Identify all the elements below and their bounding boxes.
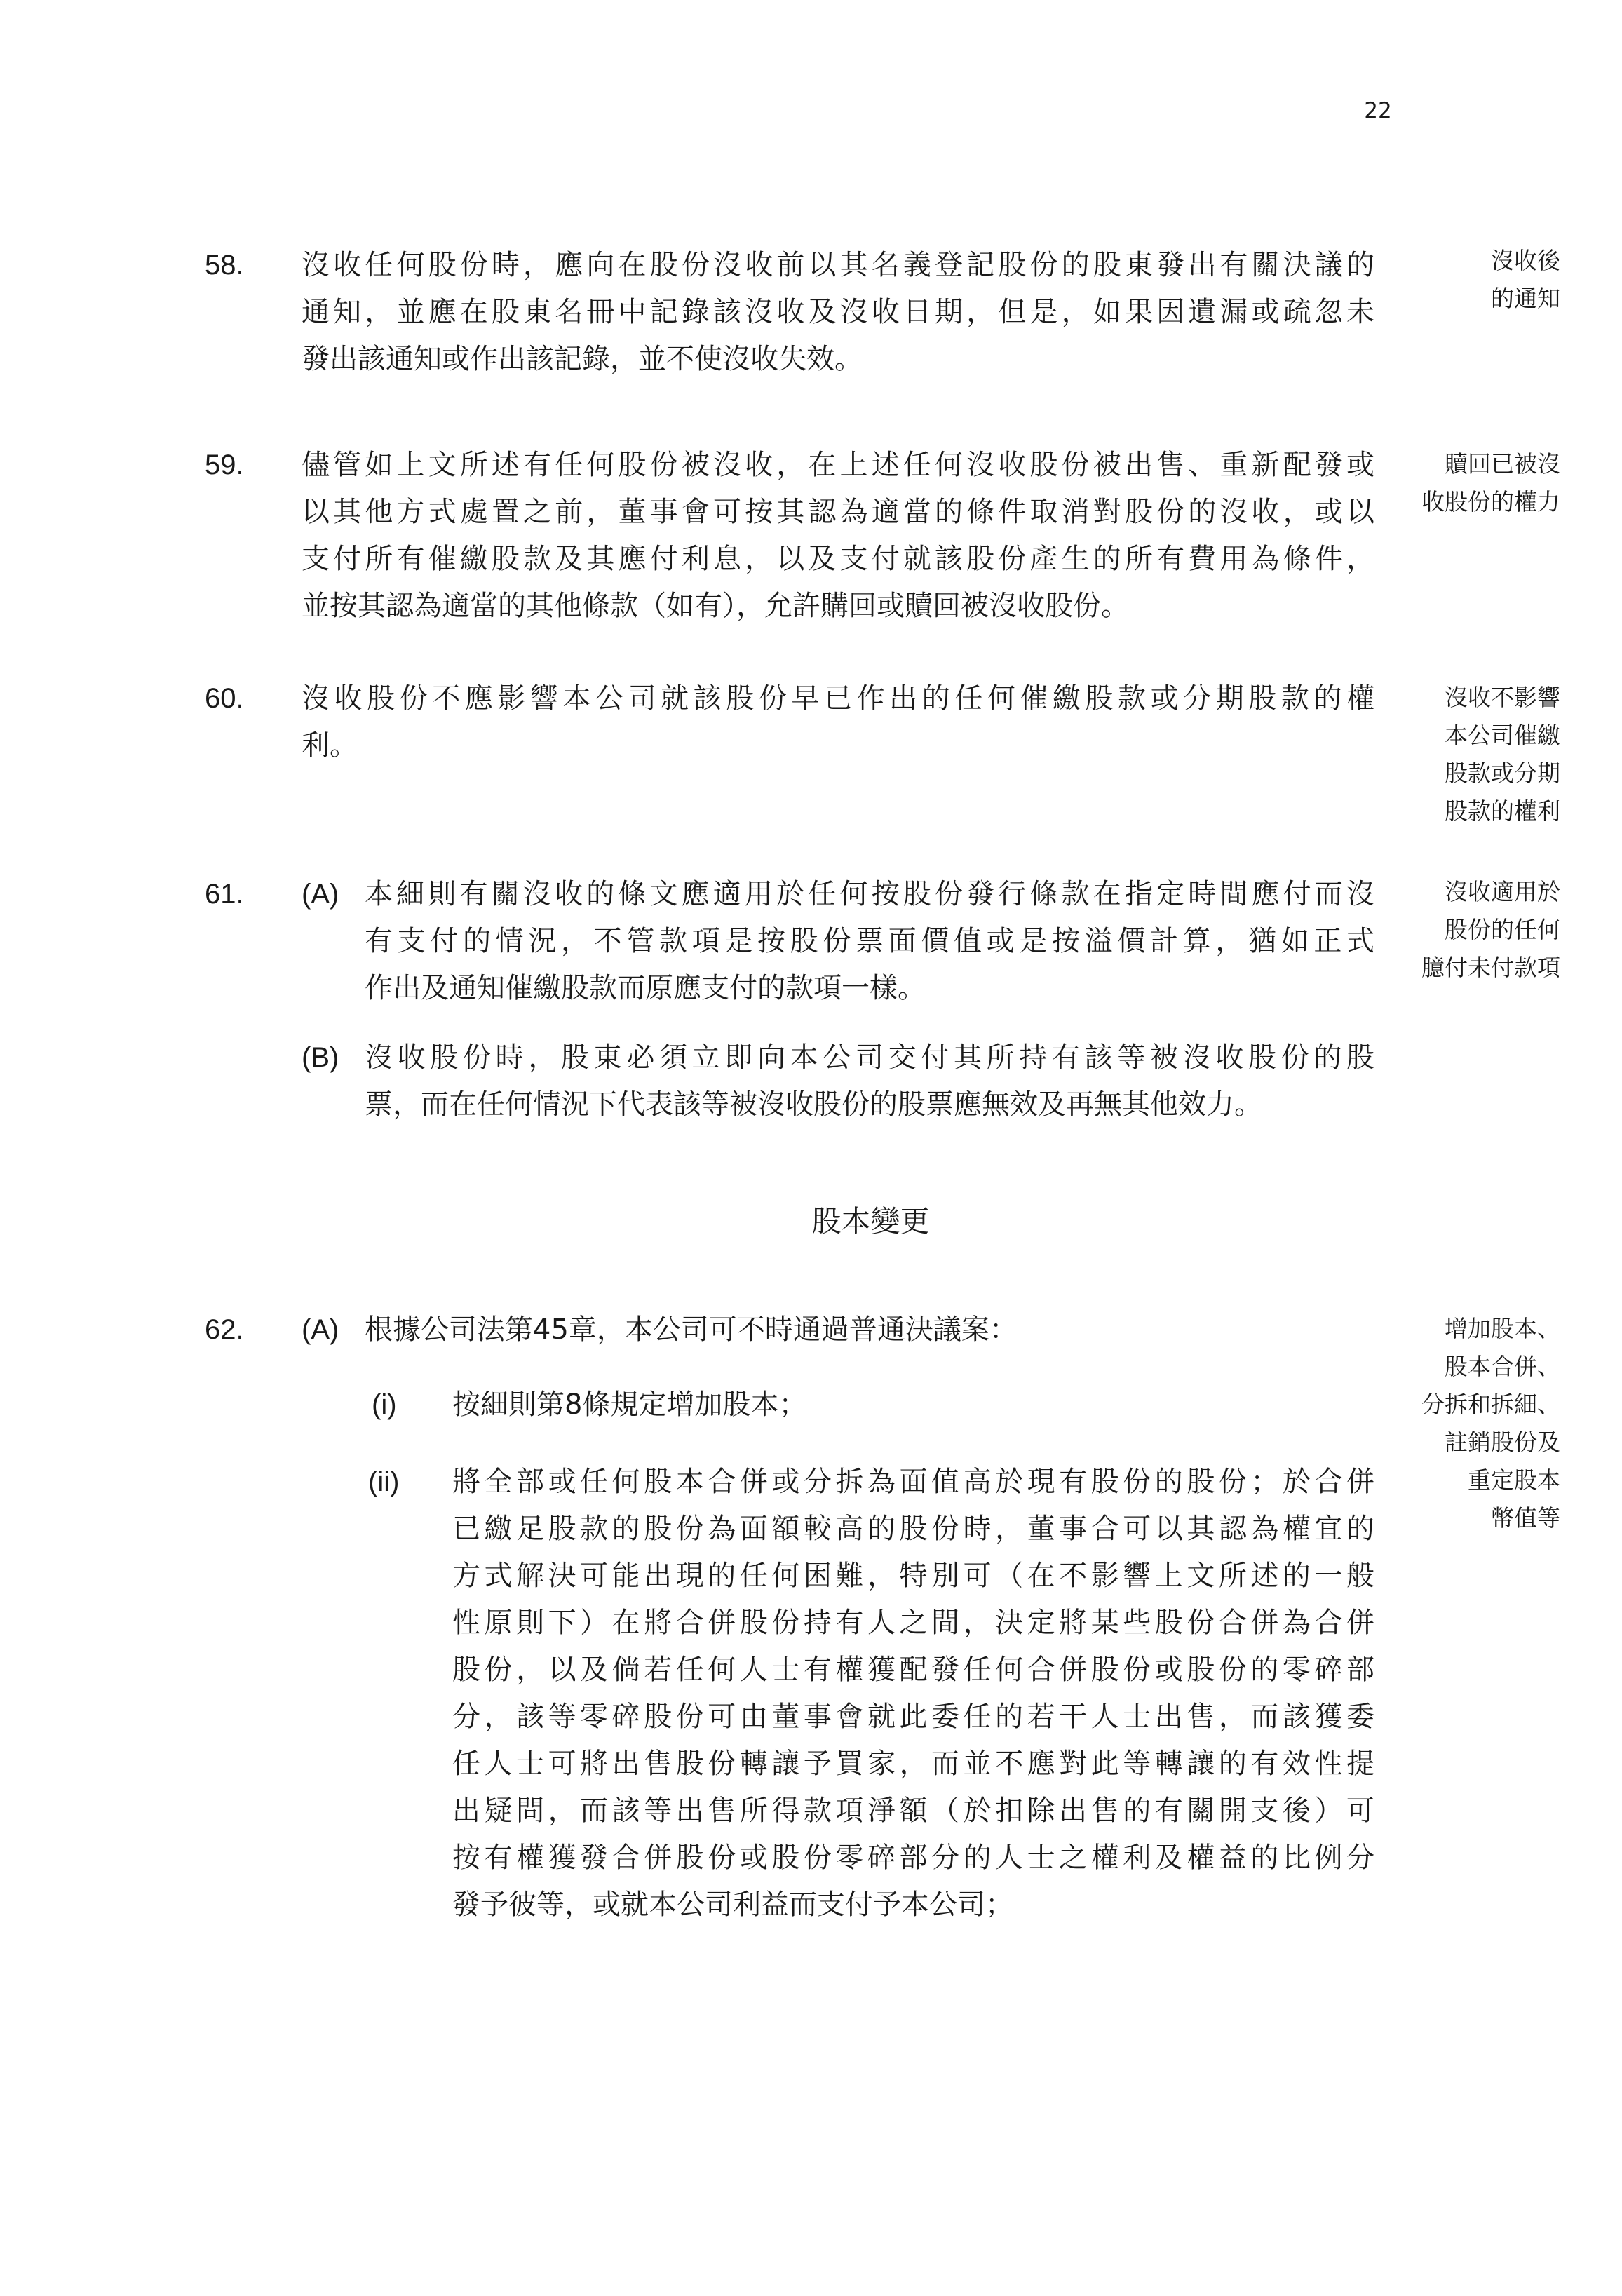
article-62-ii-line: 按有權獲發合併股份或股份零碎部分的人士之權利及權益的比例分	[452, 1842, 1374, 1874]
margin-note-line: 股份的任何	[1445, 916, 1560, 943]
section-heading: 股本變更	[811, 1204, 930, 1238]
article-62-ii-line: 出疑問，而該等出售所得款項淨額（於扣除出售的有關開支後）可	[452, 1795, 1374, 1827]
margin-note-line: 本公司催繳	[1445, 722, 1560, 749]
article-59-line: 支付所有催繳股款及其應付利息，以及支付就該股份產生的所有費用為條件，	[302, 543, 1374, 575]
margin-note-line: 分拆和拆細、	[1421, 1391, 1560, 1418]
margin-note-line: 贖回已被沒	[1445, 450, 1560, 478]
margin-note-line: 股款的權利	[1445, 797, 1560, 825]
margin-note-line: 沒收後	[1491, 247, 1560, 274]
article-61-a-body	[365, 871, 1374, 1012]
article-59-margin-note	[1385, 445, 1560, 521]
margin-note-line: 臆付未付款項	[1421, 954, 1560, 981]
margin-note-line: 幣值等	[1491, 1504, 1560, 1532]
article-58-body	[302, 242, 1374, 383]
margin-note-line: 股款或分期	[1445, 759, 1560, 787]
page-number: 22	[1364, 98, 1392, 123]
article-62-ii-body	[452, 1459, 1374, 1929]
article-59-line: 以其他方式處置之前，董事會可按其認為適當的條件取消對股份的沒收，或以	[302, 496, 1374, 528]
article-62-ii-line: 性原則下）在將合併股份持有人之間，決定將某些股份合併為合併	[452, 1607, 1374, 1639]
article-59-number: 59.	[205, 450, 244, 480]
article-60-number: 60.	[205, 683, 244, 714]
article-61-b-line: 沒收股份時，股東必須立即向本公司交付其所持有該等被沒收股份的股	[365, 1041, 1374, 1074]
article-60-line: 沒收股份不應影響本公司就該股份早已作出的任何催繳股款或分期股款的權	[302, 682, 1374, 715]
article-62-a-text: 根據公司法第45章，本公司可不時通過普通決議案：	[365, 1314, 1018, 1346]
article-62-ii-line: 股份，以及倘若任何人士有權獲配發任何合併股份或股份的零碎部	[452, 1654, 1374, 1686]
article-58-line: 沒收任何股份時，應向在股份沒收前以其名義登記股份的股東發出有關決議的	[302, 249, 1374, 281]
article-61-a-line: 有支付的情況，不管款項是按股份票面價值或是按溢價計算，猶如正式	[365, 925, 1374, 957]
article-58-line: 發出該通知或作出該記錄，並不使沒收失效。	[302, 343, 863, 375]
article-58-number: 58.	[205, 250, 244, 281]
article-62-ii-line: 分，該等零碎股份可由董事會就此委任的若干人士出售，而該獲委	[452, 1701, 1374, 1733]
article-62-ii-line: 方式解決可能出現的任何困難，特別可（在不影響上文所述的一般	[452, 1560, 1374, 1592]
article-61-b-body	[365, 1034, 1374, 1128]
article-59-line: 儘管如上文所述有任何股份被沒收，在上述任何沒收股份被出售、重新配發或	[302, 449, 1374, 481]
margin-note-line: 股本合併、	[1445, 1353, 1560, 1380]
article-62-i-label: (i)	[372, 1389, 397, 1420]
article-58-margin-note	[1385, 242, 1560, 318]
margin-note-line: 註銷股份及	[1445, 1429, 1560, 1456]
article-61-b-label: (B)	[302, 1042, 339, 1073]
article-61-number: 61.	[205, 879, 244, 910]
article-60-margin-note	[1385, 679, 1560, 830]
article-62-a-label: (A)	[302, 1314, 339, 1345]
margin-note-line: 沒收不影響	[1445, 684, 1560, 711]
article-61-margin-note	[1385, 873, 1560, 987]
article-62-ii-line: 任人士可將出售股份轉讓予買家，而並不應對此等轉讓的有效性提	[452, 1748, 1374, 1780]
article-61-a-line: 本細則有關沒收的條文應適用於任何按股份發行條款在指定時間應付而沒	[365, 878, 1374, 910]
article-62-ii-label: (ii)	[368, 1466, 400, 1497]
article-60-body	[302, 675, 1374, 769]
article-59-body	[302, 442, 1374, 630]
article-62-ii-line: 已繳足股款的股份為面額較高的股份時，董事合可以其認為權宜的	[452, 1513, 1374, 1545]
article-61-b-line: 票，而在任何情況下代表該等被沒收股份的股票應無效及再無其他效力。	[365, 1088, 1262, 1121]
article-58-line: 通知，並應在股東名冊中記錄該沒收及沒收日期，但是，如果因遺漏或疏忽未	[302, 296, 1374, 328]
article-62-ii-line: 將全部或任何股本合併或分拆為面值高於現有股份的股份；於合併	[452, 1466, 1374, 1498]
margin-note-line: 收股份的權力	[1421, 488, 1560, 515]
margin-note-line: 增加股本、	[1445, 1315, 1560, 1342]
margin-note-line: 沒收適用於	[1445, 878, 1560, 905]
margin-note-line: 重定股本	[1468, 1466, 1560, 1494]
article-61-a-line: 作出及通知催繳股款而原應支付的款項一樣。	[365, 972, 926, 1004]
article-62-ii-line: 發予彼等，或就本公司利益而支付予本公司；	[452, 1889, 1013, 1921]
article-59-line: 並按其認為適當的其他條款（如有），允許購回或贖回被沒收股份。	[302, 590, 1129, 622]
article-60-line: 利。	[302, 729, 358, 762]
article-62-i-text: 按細則第8條規定增加股本；	[452, 1389, 807, 1421]
article-61-a-label: (A)	[302, 879, 339, 910]
article-62-margin-note	[1385, 1310, 1560, 1537]
article-62-number: 62.	[205, 1314, 244, 1345]
margin-note-line: 的通知	[1491, 285, 1560, 312]
